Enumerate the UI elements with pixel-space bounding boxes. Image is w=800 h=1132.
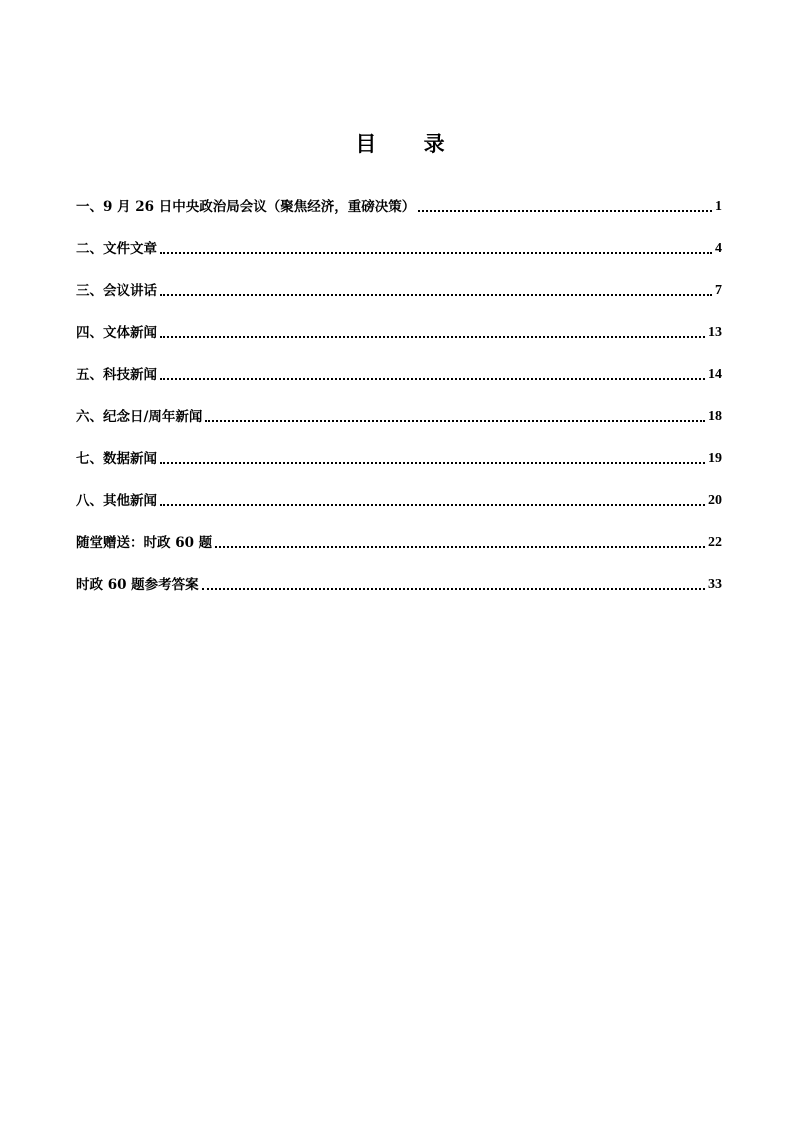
toc-entry[interactable] (76, 562, 722, 604)
toc-entry-label: 随堂赠送：时政 60 题 (76, 535, 213, 551)
toc-leader-dots (160, 294, 712, 296)
toc-entry[interactable] (76, 226, 722, 268)
toc-entry-page: 20 (708, 493, 722, 508)
toc-entry-page: 33 (708, 577, 722, 592)
toc-entry[interactable] (76, 184, 722, 226)
toc-entry-page: 13 (708, 325, 722, 340)
toc-leader-dots (160, 462, 705, 464)
toc-entry-page: 22 (708, 535, 722, 550)
toc-leader-dots (202, 588, 705, 590)
toc-entry-label: 时政 60 题参考答案 (76, 577, 199, 593)
toc-entry-page: 19 (708, 451, 722, 466)
toc-entry-label: 一、9 月 26 日中央政治局会议（聚焦经济，重磅决策） (76, 199, 416, 215)
toc-entry[interactable] (76, 436, 722, 478)
toc-entry-label: 二、文件文章 (76, 241, 157, 257)
toc-leader-dots (160, 504, 705, 506)
toc-leader-dots (205, 420, 705, 422)
toc-entry-page: 18 (708, 409, 722, 424)
toc-entry-label: 四、文体新闻 (76, 325, 157, 341)
toc-title: 目 录 (355, 131, 465, 156)
toc-entry[interactable] (76, 352, 722, 394)
toc-leader-dots (215, 546, 705, 548)
toc-entry[interactable] (76, 478, 722, 520)
toc-entry-page: 14 (708, 367, 722, 382)
toc-entry[interactable] (76, 394, 722, 436)
toc-entry-page: 1 (715, 199, 722, 214)
toc-leader-dots (418, 210, 712, 212)
toc-entry-label: 五、科技新闻 (76, 367, 157, 383)
toc-entry-label: 七、数据新闻 (76, 451, 157, 467)
toc-entry[interactable] (76, 310, 722, 352)
toc-leader-dots (160, 336, 705, 338)
toc-entry-page: 4 (715, 241, 722, 256)
toc-entry-page: 7 (715, 283, 722, 298)
toc-entry[interactable] (76, 520, 722, 562)
table-of-contents (76, 184, 722, 604)
toc-entry-label: 八、其他新闻 (76, 493, 157, 509)
toc-leader-dots (160, 252, 712, 254)
toc-entry-label: 三、会议讲话 (76, 283, 157, 299)
toc-leader-dots (160, 378, 705, 380)
toc-entry[interactable] (76, 268, 722, 310)
toc-entry-label: 六、纪念日/周年新闻 (76, 409, 203, 425)
